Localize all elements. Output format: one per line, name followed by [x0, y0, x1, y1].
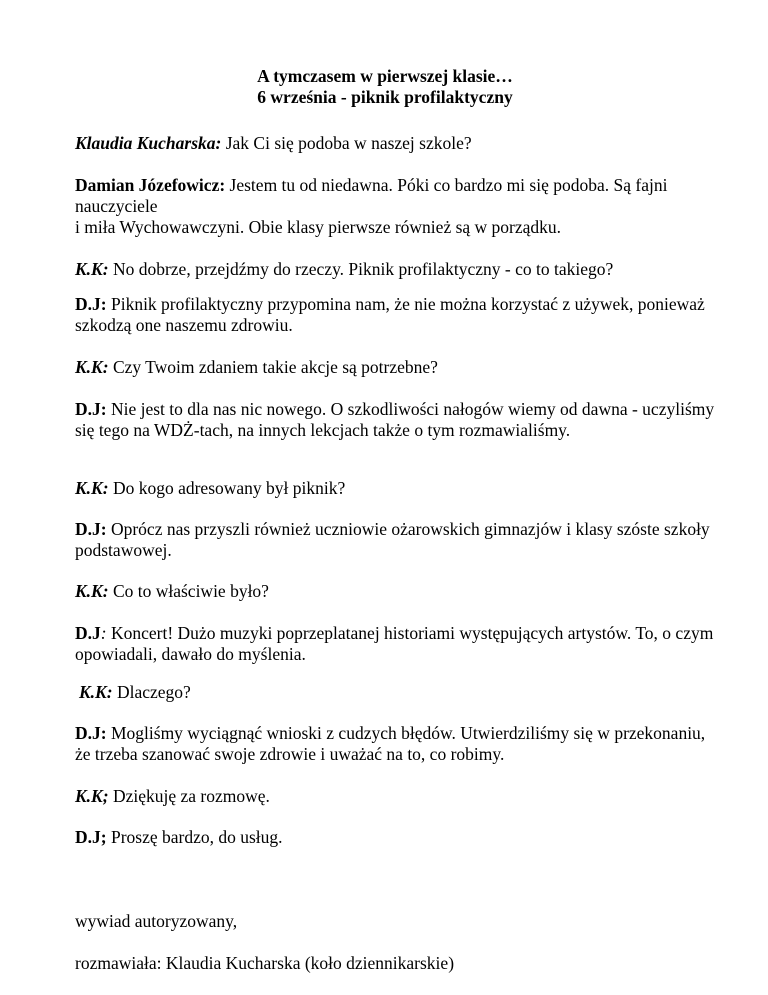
- speaker-label: D.J: [75, 623, 101, 643]
- dialogue-line: [75, 294, 715, 336]
- dialogue-line: [75, 259, 715, 280]
- speaker-label: Damian Józefowicz:: [75, 175, 226, 195]
- dialogue-line: [79, 682, 719, 703]
- speaker-label: D.J:: [75, 294, 107, 314]
- speaker-label: K.K:: [75, 478, 109, 498]
- dialogue-text: Dlaczego?: [112, 682, 191, 702]
- dialogue-line: [75, 478, 715, 499]
- title-line-2: 6 września - piknik profilaktyczny: [257, 87, 513, 107]
- dialogue-text: Mogliśmy wyciągnąć wnioski z cudzych błędów. Utwierdziliśmy się w przekonaniu, że trzeba szanować swoje zdrowie i uważać na to, co robimy.: [75, 723, 706, 764]
- dialogue-text: Nie jest to dla nas nic nowego. O szkodliwości nałogów wiemy od dawna - uczyliśmy się tego na WDŻ-tach, na innych lekcjach także o tym rozmawialiśmy.: [75, 399, 715, 440]
- speaker-label: D.J;: [75, 827, 107, 847]
- dialogue-text: Oprócz nas przyszli również uczniowie ożarowskich gimnazjów i klasy szóste szkoły podstawowej.: [75, 519, 710, 560]
- dialogue-text: Co to właściwie było?: [108, 581, 269, 601]
- speaker-label: K.K:: [75, 259, 109, 279]
- document-title: [75, 66, 695, 108]
- speaker-label: K.K:: [75, 357, 109, 377]
- speaker-label: D.J:: [75, 519, 107, 539]
- footer-line-1: wywiad autoryzowany,: [75, 911, 238, 931]
- dialogue-text: Do kogo adresowany był piknik?: [108, 478, 346, 498]
- dialogue-text: Proszę bardzo, do usług.: [106, 827, 283, 847]
- dialogue-text: Jak Ci się podoba w naszej szkole?: [221, 133, 472, 153]
- dialogue-line: [75, 581, 715, 602]
- dialogue-line: [75, 786, 715, 807]
- dialogue-line: [75, 827, 715, 848]
- speaker-label: K.K:: [79, 682, 113, 702]
- document-footer: [75, 890, 715, 995]
- speaker-colon: :: [100, 623, 107, 643]
- dialogue-line: [75, 357, 715, 378]
- dialogue-line: [75, 519, 715, 561]
- footer-line-2: rozmawiała: Klaudia Kucharska (koło dziennikarskie): [75, 953, 455, 973]
- speaker-label: Klaudia Kucharska:: [75, 133, 222, 153]
- dialogue-text: Piknik profilaktyczny przypomina nam, że nie można korzystać z używek, ponieważ szkodzą one naszemu zdrowiu.: [75, 294, 705, 335]
- dialogue-text: Koncert! Dużo muzyki poprzeplatanej historiami występujących artystów. To, o czym opowiadali, dawało do myślenia.: [75, 623, 714, 664]
- dialogue-line: [75, 399, 715, 441]
- dialogue-text: Dziękuję za rozmowę.: [108, 786, 270, 806]
- dialogue-line: [75, 175, 715, 238]
- speaker-label: D.J:: [75, 723, 107, 743]
- dialogue-line: [75, 133, 715, 154]
- speaker-label: D.J:: [75, 399, 107, 419]
- dialogue-text: Jestem tu od niedawna. Póki co bardzo mi się podoba. Są fajni nauczyciele i miła Wychowawczyni. Obie klasy pierwsze również są w porządku.: [75, 175, 668, 237]
- speaker-label: K.K:: [75, 581, 109, 601]
- speaker-label: K.K;: [75, 786, 109, 806]
- dialogue-line: [75, 623, 715, 665]
- dialogue-line: [75, 723, 715, 765]
- title-line-1: A tymczasem w pierwszej klasie…: [257, 66, 513, 86]
- dialogue-text: Czy Twoim zdaniem takie akcje są potrzebne?: [108, 357, 438, 377]
- dialogue-text: No dobrze, przejdźmy do rzeczy. Piknik profilaktyczny - co to takiego?: [108, 259, 614, 279]
